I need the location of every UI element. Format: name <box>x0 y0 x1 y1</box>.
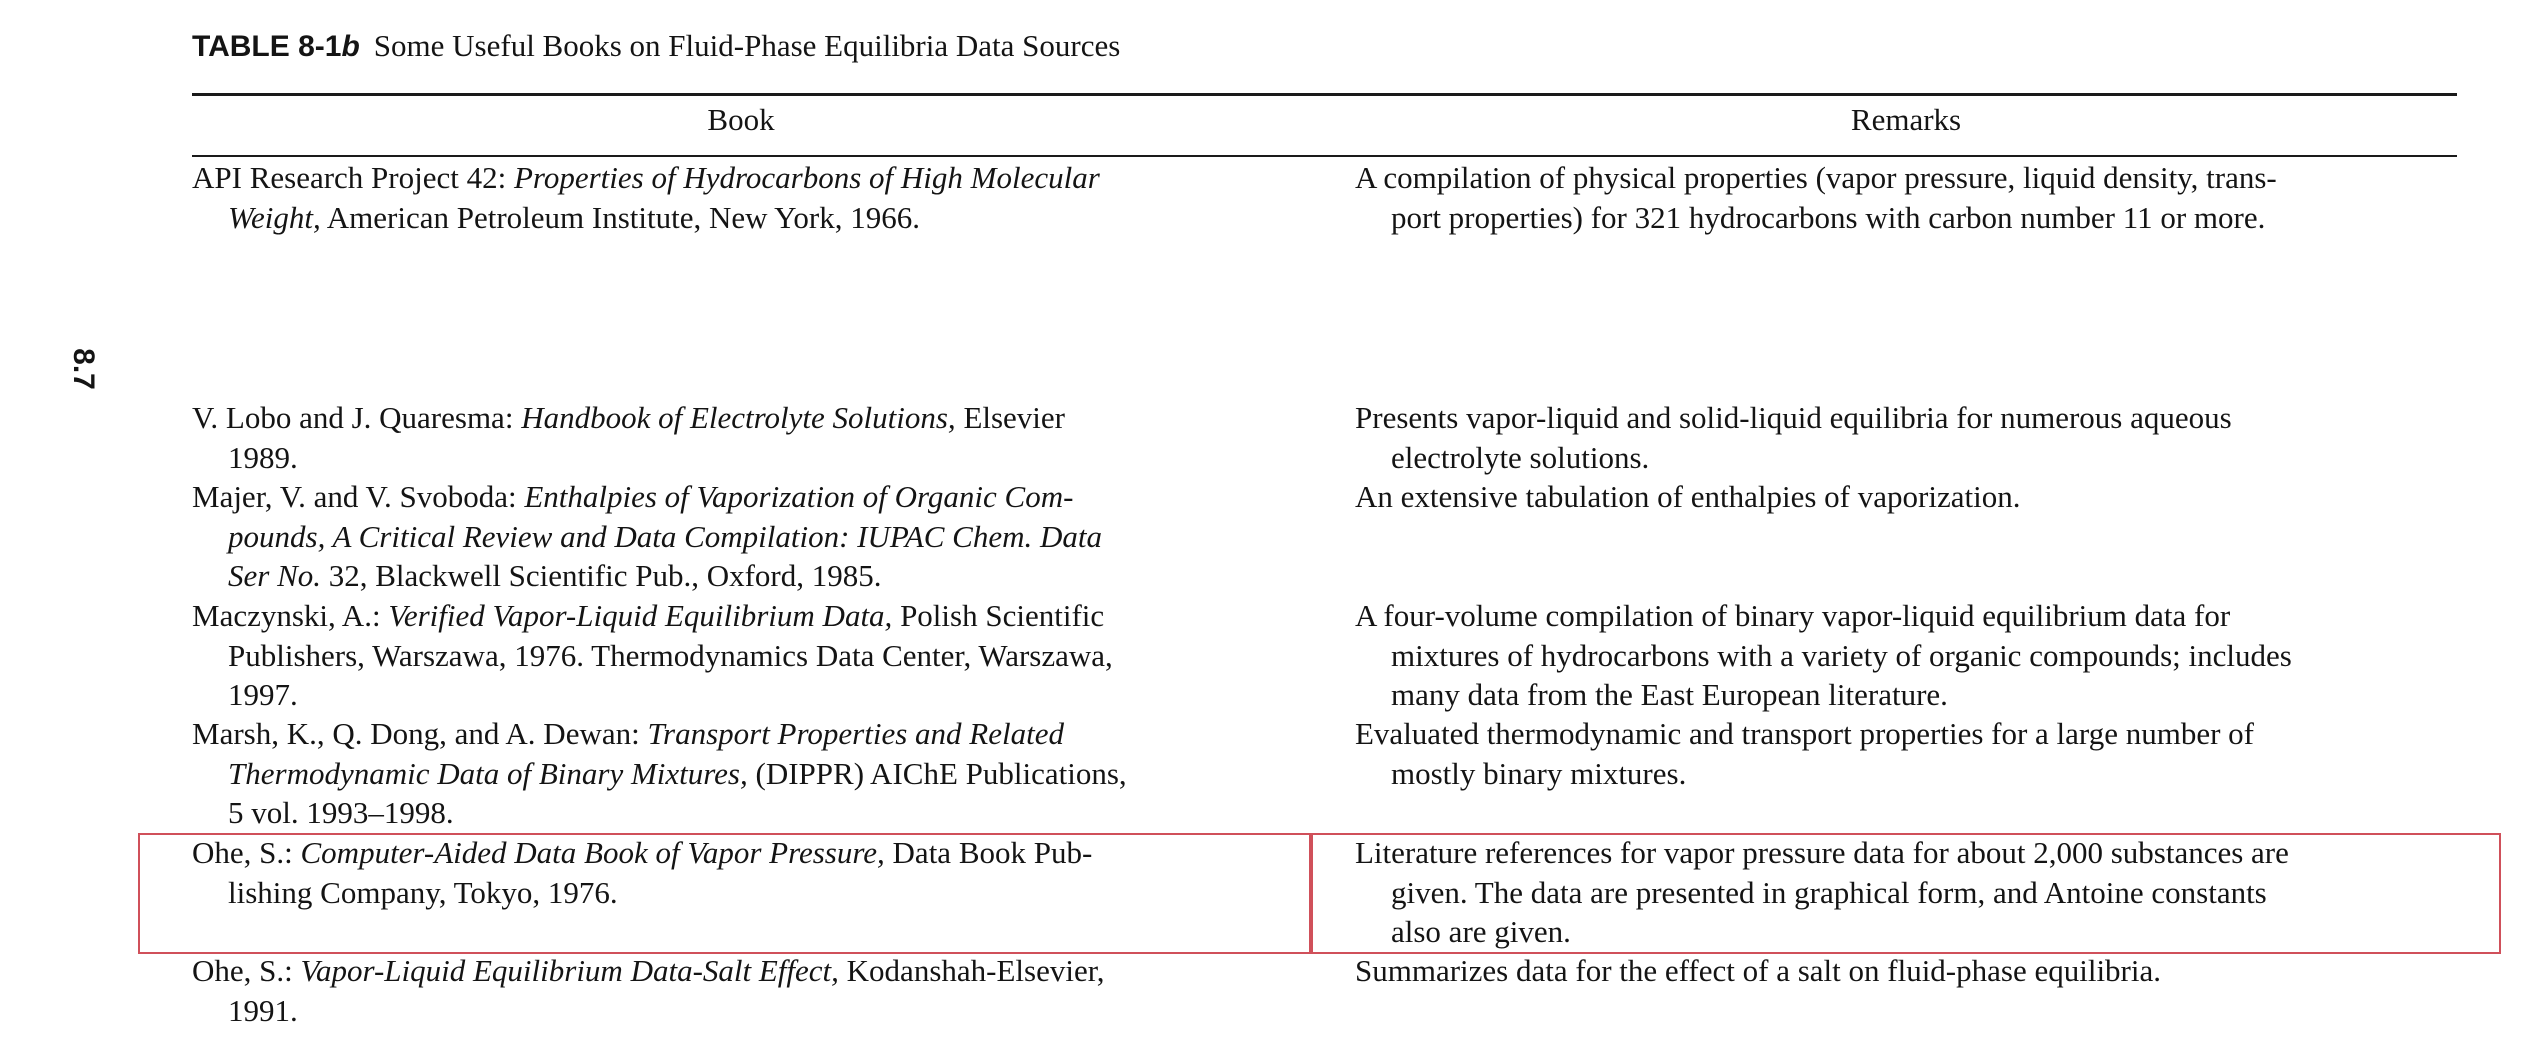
table-row-remarks-cell <box>1355 951 2457 991</box>
table-row-remarks-cell <box>1355 596 2457 715</box>
remarks-line: A four-volume compilation of binary vapor-liquid equilibrium data for <box>1355 598 2231 633</box>
book-line: Ohe, S.: Computer-Aided Data Book of Vapor Pressure, Data Book Pub- <box>192 835 1093 870</box>
remarks-line: electrolyte solutions. <box>1391 439 1650 475</box>
book-line: 5 vol. 1993–1998. <box>228 795 454 830</box>
remarks-line: given. The data are presented in graphical form, and Antoine constants <box>1391 874 2267 910</box>
book-line: 1997. <box>228 677 298 712</box>
highlight-box-remarks <box>1311 833 2501 954</box>
remarks-line: many data from the East European literature. <box>1391 677 1948 712</box>
book-line: Thermodynamic Data of Binary Mixtures, (DIPPR) AIChE Publications, <box>228 755 1127 791</box>
book-line: 1989. <box>228 439 298 475</box>
table-row-book-cell <box>192 477 1282 596</box>
table-header-rule <box>192 155 2457 157</box>
remarks-line: An extensive tabulation of enthalpies of vaporization. <box>1355 479 2021 514</box>
book-line: Ohe, S.: Vapor-Liquid Equilibrium Data-Salt Effect, Kodanshah-Elsevier, <box>192 953 1105 988</box>
remarks-line: mixtures of hydrocarbons with a variety of organic compounds; includes <box>1391 637 2292 673</box>
book-line: Maczynski, A.: Verified Vapor-Liquid Equilibrium Data, Polish Scientific <box>192 598 1105 633</box>
remarks-line: also are given. <box>1391 914 1571 949</box>
book-line: Publishers, Warszawa, 1976. Thermodynamics Data Center, Warszawa, <box>228 637 1113 673</box>
table-row-book-cell <box>192 398 1282 477</box>
book-line: API Research Project 42: Properties of Hydrocarbons of High Molecular <box>192 160 1100 195</box>
remarks-line: port properties) for 321 hydrocarbons with carbon number 11 or more. <box>1391 199 2266 235</box>
table-row-book-cell <box>192 951 1282 1030</box>
remarks-line: A compilation of physical properties (vapor pressure, liquid density, trans- <box>1355 160 2277 195</box>
remarks-line: Summarizes data for the effect of a salt on fluid-phase equilibria. <box>1355 953 2161 988</box>
remarks-line: Presents vapor-liquid and solid-liquid equilibria for numerous aqueous <box>1355 400 2232 435</box>
book-line: Weight, American Petroleum Institute, New York, 1966. <box>228 199 920 235</box>
table-row-remarks-cell <box>1355 158 2457 237</box>
book-line: pounds, A Critical Review and Data Compilation: IUPAC Chem. Data <box>228 518 1103 554</box>
table-row-remarks-cell <box>1355 714 2457 793</box>
highlight-box-book <box>138 833 1311 954</box>
remarks-line: Literature references for vapor pressure data for about 2,000 substances are <box>1355 835 2289 870</box>
remarks-line: Evaluated thermodynamic and transport properties for a large number of <box>1355 716 2254 751</box>
table-title: Some Useful Books on Fluid-Phase Equilibria Data Sources <box>373 28 1121 63</box>
book-line: Majer, V. and V. Svoboda: Enthalpies of Vaporization of Organic Com- <box>192 479 1074 514</box>
remarks-line: mostly binary mixtures. <box>1391 755 1687 791</box>
book-line: 1991. <box>228 992 298 1028</box>
table-top-rule <box>192 93 2457 96</box>
book-line: Marsh, K., Q. Dong, and A. Dewan: Transport Properties and Related <box>192 716 1064 751</box>
table-row-book-cell <box>192 158 1282 237</box>
table-row-remarks-cell <box>1355 477 2457 517</box>
table-caption <box>192 28 1120 64</box>
table-row-book-cell <box>192 714 1282 833</box>
book-line: V. Lobo and J. Quaresma: Handbook of Electrolyte Solutions, Elsevier <box>192 400 1066 435</box>
column-header-book: Book <box>707 102 775 137</box>
table-label: TABLE 8-1b <box>192 30 360 63</box>
table-row-remarks-cell <box>1355 398 2457 477</box>
table-row-book-cell <box>192 596 1282 715</box>
book-line: lishing Company, Tokyo, 1976. <box>228 874 618 910</box>
column-header-remarks: Remarks <box>1850 102 1962 137</box>
book-line: Ser No. 32, Blackwell Scientific Pub., Oxford, 1985. <box>228 558 882 593</box>
section-side-mark: 8.7 <box>66 348 100 390</box>
